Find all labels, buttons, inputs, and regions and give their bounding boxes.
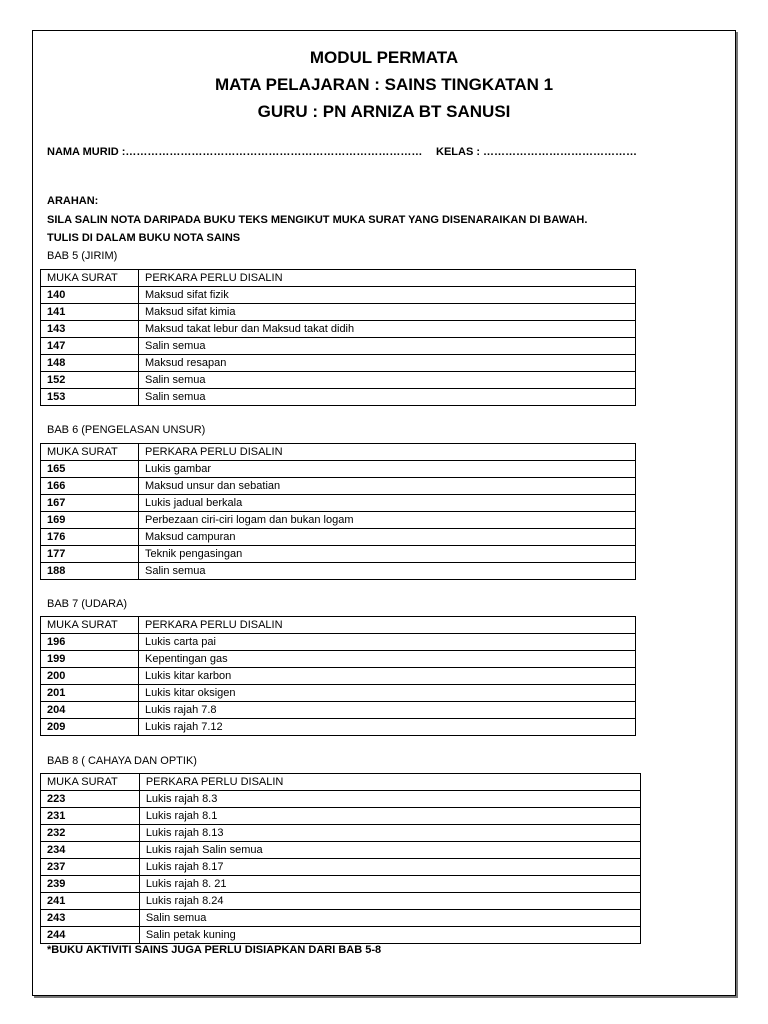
header-page-cell: MUKA SURAT [41, 617, 139, 634]
document-header [0, 44, 768, 125]
table-row [41, 791, 641, 808]
instructions-line-1: SILA SALIN NOTA DARIPADA BUKU TEKS MENGIKUT MUKA SURAT YANG DISENARAIKAN DI BAWAH. [47, 214, 588, 226]
item-cell: Teknik pengasingan [139, 546, 636, 563]
item-cell: Lukis rajah 7.8 [139, 702, 636, 719]
table-row [41, 668, 636, 685]
table-row [41, 372, 636, 389]
item-cell: Maksud sifat kimia [139, 304, 636, 321]
table-row [41, 825, 641, 842]
item-cell: Lukis rajah 8.3 [139, 791, 640, 808]
class-field: KELAS : …………………………………… [436, 146, 638, 158]
page-number-cell: 234 [41, 842, 140, 859]
item-cell: Lukis jadual berkala [139, 495, 636, 512]
table-row [41, 304, 636, 321]
page-number-cell: 237 [41, 859, 140, 876]
item-cell: Maksud takat lebur dan Maksud takat didih [139, 321, 636, 338]
table-row [41, 910, 641, 927]
header-item-cell: PERKARA PERLU DISALIN [139, 270, 636, 287]
table-row [41, 495, 636, 512]
instructions-line-2: TULIS DI DALAM BUKU NOTA SAINS [47, 232, 241, 244]
item-cell: Maksud resapan [139, 355, 636, 372]
header-item-cell: PERKARA PERLU DISALIN [139, 444, 636, 461]
item-cell: Salin semua [139, 563, 636, 580]
table-row [41, 842, 641, 859]
table-row [41, 563, 636, 580]
page-number-cell: 241 [41, 893, 140, 910]
item-cell: Lukis kitar karbon [139, 668, 636, 685]
item-cell: Lukis rajah 7.12 [139, 719, 636, 736]
item-cell: Salin semua [139, 910, 640, 927]
table-header-row [41, 270, 636, 287]
chapter-title: BAB 8 ( CAHAYA DAN OPTIK) [47, 755, 197, 767]
page-number-cell: 209 [41, 719, 139, 736]
page-number-cell: 152 [41, 372, 139, 389]
page-number-cell: 148 [41, 355, 139, 372]
page-number-cell: 231 [41, 808, 140, 825]
chapter-table [40, 269, 636, 406]
item-cell: Salin petak kuning [139, 927, 640, 944]
item-cell: Lukis rajah 8.24 [139, 893, 640, 910]
item-cell: Lukis rajah Salin semua [139, 842, 640, 859]
document-title: MODUL PERMATA [309, 48, 459, 67]
table-row [41, 478, 636, 495]
table-row [41, 634, 636, 651]
item-cell: Salin semua [139, 389, 636, 406]
chapter-title: BAB 7 (UDARA) [47, 598, 128, 610]
item-cell: Maksud unsur dan sebatian [139, 478, 636, 495]
table-header-row [41, 774, 641, 791]
page-number-cell: 201 [41, 685, 139, 702]
page-number-cell: 204 [41, 702, 139, 719]
page-number-cell: 177 [41, 546, 139, 563]
page-number-cell: 167 [41, 495, 139, 512]
item-cell: Lukis carta pai [139, 634, 636, 651]
item-cell: Lukis rajah 8. 21 [139, 876, 640, 893]
chapter-table [40, 616, 636, 736]
page-number-cell: 200 [41, 668, 139, 685]
header-item-cell: PERKARA PERLU DISALIN [139, 774, 640, 791]
table-row [41, 893, 641, 910]
page-number-cell: 196 [41, 634, 139, 651]
table-row [41, 389, 636, 406]
item-cell: Maksud sifat fizik [139, 287, 636, 304]
header-item-cell: PERKARA PERLU DISALIN [139, 617, 636, 634]
table-row [41, 512, 636, 529]
table-row [41, 859, 641, 876]
item-cell: Salin semua [139, 372, 636, 389]
table-row [41, 529, 636, 546]
page-number-cell: 153 [41, 389, 139, 406]
student-name-field: NAMA MURID :……………………………………………………………………… [47, 146, 423, 158]
page-number-cell: 244 [41, 927, 140, 944]
page-number-cell: 223 [41, 791, 140, 808]
header-page-cell: MUKA SURAT [41, 270, 139, 287]
table-row [41, 546, 636, 563]
item-cell: Lukis gambar [139, 461, 636, 478]
table-row [41, 321, 636, 338]
footer-note: *BUKU AKTIVITI SAINS JUGA PERLU DISIAPKAN DARI BAB 5-8 [47, 944, 382, 956]
item-cell: Perbezaan ciri-ciri logam dan bukan logam [139, 512, 636, 529]
table-row [41, 808, 641, 825]
subject-line: MATA PELAJARAN : SAINS TINGKATAN 1 [214, 75, 554, 94]
item-cell: Lukis rajah 8.17 [139, 859, 640, 876]
table-row [41, 927, 641, 944]
item-cell: Maksud campuran [139, 529, 636, 546]
table-row [41, 461, 636, 478]
chapter-title: BAB 5 (JIRIM) [47, 250, 118, 262]
table-row [41, 355, 636, 372]
page-number-cell: 232 [41, 825, 140, 842]
page-number-cell: 243 [41, 910, 140, 927]
table-header-row [41, 617, 636, 634]
page-number-cell: 140 [41, 287, 139, 304]
instructions-heading: ARAHAN: [47, 195, 99, 207]
chapter-title: BAB 6 (PENGELASAN UNSUR) [47, 424, 206, 436]
item-cell: Kepentingan gas [139, 651, 636, 668]
page-number-cell: 141 [41, 304, 139, 321]
table-row [41, 719, 636, 736]
page-number-cell: 176 [41, 529, 139, 546]
page-number-cell: 165 [41, 461, 139, 478]
page-number-cell: 169 [41, 512, 139, 529]
item-cell: Lukis kitar oksigen [139, 685, 636, 702]
table-row [41, 702, 636, 719]
item-cell: Lukis rajah 8.1 [139, 808, 640, 825]
table-row [41, 338, 636, 355]
page-number-cell: 239 [41, 876, 140, 893]
chapter-table [40, 443, 636, 580]
page-number-cell: 143 [41, 321, 139, 338]
item-cell: Salin semua [139, 338, 636, 355]
page-number-cell: 199 [41, 651, 139, 668]
page-number-cell: 166 [41, 478, 139, 495]
chapter-table [40, 773, 641, 944]
page-number-cell: 147 [41, 338, 139, 355]
item-cell: Lukis rajah 8.13 [139, 825, 640, 842]
table-row [41, 685, 636, 702]
page-number-cell: 188 [41, 563, 139, 580]
header-page-cell: MUKA SURAT [41, 774, 140, 791]
table-row [41, 651, 636, 668]
header-page-cell: MUKA SURAT [41, 444, 139, 461]
table-row [41, 287, 636, 304]
table-header-row [41, 444, 636, 461]
teacher-line: GURU : PN ARNIZA BT SANUSI [257, 102, 511, 121]
table-row [41, 876, 641, 893]
